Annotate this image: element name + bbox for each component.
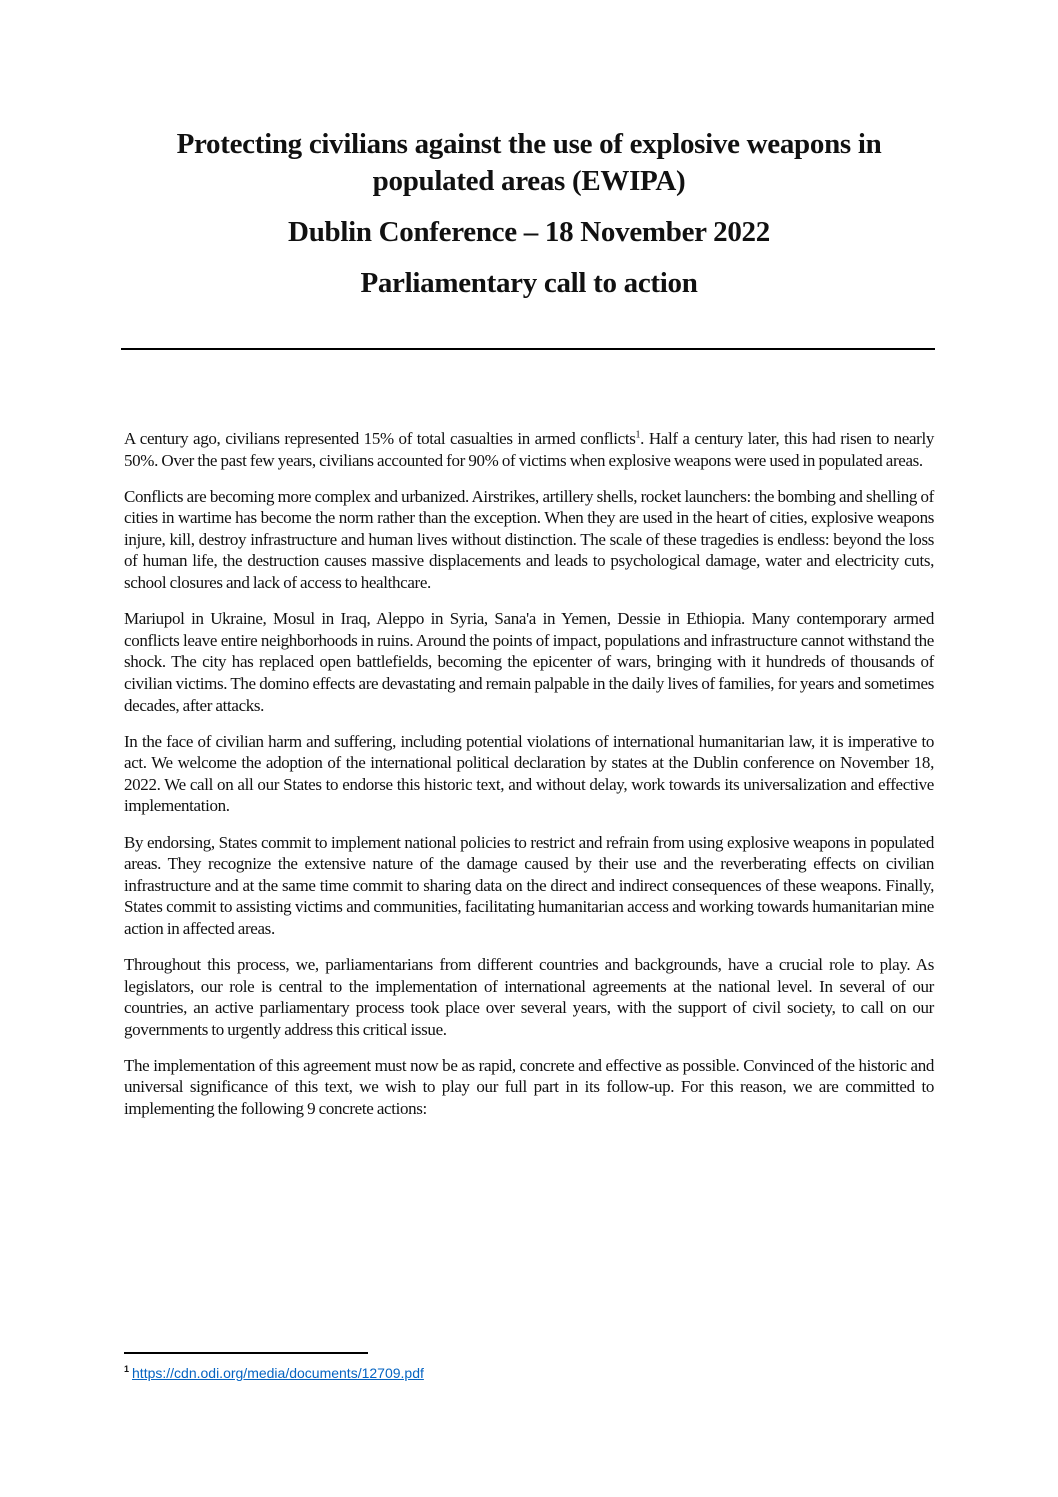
footnote-number: 1 (124, 1364, 130, 1375)
paragraph-6: Throughout this process, we, parliamentarians from different countries and backgrounds, have a crucial role to play. As legislators, our role is central to the implementation of international agreements at the national level. In several of our countries, an active parliamentary process took place over several years, with the support of civil society, to call on our governments to urgently address this critical issue. (124, 954, 934, 1039)
paragraph-1: A century ago, civilians represented 15% of total casualties in armed conflicts$^1$. Half a century later, this had risen to nearly 50%. Over the past few years, civilians accounted for 90% of victims when explosive weapons were used in populated areas. (124, 429, 934, 470)
title-line-1: Protecting civilians against the use of explosive weapons in (176, 128, 882, 160)
title-divider (121, 348, 935, 350)
paragraph-4: In the face of civilian harm and suffering, including potential violations of international humanitarian law, it is imperative to act. We welcome the adoption of the international political declaration by states at the Dublin conference on November 18, 2022. We call on all our States to endorse this historic text, and without delay, work towards its universalization and effective implementation. (124, 731, 934, 816)
title-block (120, 126, 938, 302)
footnote-separator (124, 1352, 368, 1354)
footnote-reference[interactable]: 1 (635, 429, 641, 441)
footnote (124, 1364, 424, 1382)
paragraph-7: The implementation of this agreement must now be as rapid, concrete and effective as possible. Convinced of the historic and universal significance of this text, we wish to play our full part in its follow-up. For this reason, we are committed to implementing the following 9 concrete actions: (124, 1055, 934, 1119)
paragraph-5: By endorsing, States commit to implement national policies to restrict and refrain from using explosive weapons in populated areas. They recognize the extensive nature of the damage caused by their use and the reverberating effects on civilian infrastructure and at the same time commit to sharing data on the direct and indirect consequences of these weapons. Finally, States commit to assisting victims and communities, facilitating humanitarian access and working towards humanitarian mine action in affected areas. (124, 832, 934, 938)
paragraph-3: Mariupol in Ukraine, Mosul in Iraq, Aleppo in Syria, Sana'a in Yemen, Dessie in Ethiopia. Many contemporary armed conflicts leave entire neighborhoods in ruins. Around the points of impact, populations and infrastructure cannot withstand the shock. The city has replaced open battlefields, becoming the epicenter of wars, bringing with it hundreds of thousands of civilian victims. The domino effects are devastating and remain palpable in the daily lives of families, for years and sometimes decades, after attacks. (124, 609, 934, 715)
body-text (124, 428, 934, 1134)
title-line-2: populated areas (EWIPA) (372, 165, 686, 197)
call-to-action-subtitle: Parliamentary call to action (360, 267, 698, 299)
paragraph-2: Conflicts are becoming more complex and urbanized. Airstrikes, artillery shells, rocket launchers: the bombing and shelling of cities in wartime has become the norm rather than the exception. When they are used in the heart of cities, explosive weapons injure, kill, destroy infrastructure and human lives without distinction. The scale of these tragedies is endless: beyond the loss of human life, the destruction causes massive displacements and leads to psychological damage, water and electricity cuts, school closures and lack of access to healthcare. (124, 486, 934, 593)
document-title (120, 126, 938, 200)
footnote-link[interactable]: https://cdn.odi.org/media/documents/12709.pdf (132, 1365, 424, 1381)
conference-subtitle: Dublin Conference – 18 November 2022 (288, 216, 770, 248)
